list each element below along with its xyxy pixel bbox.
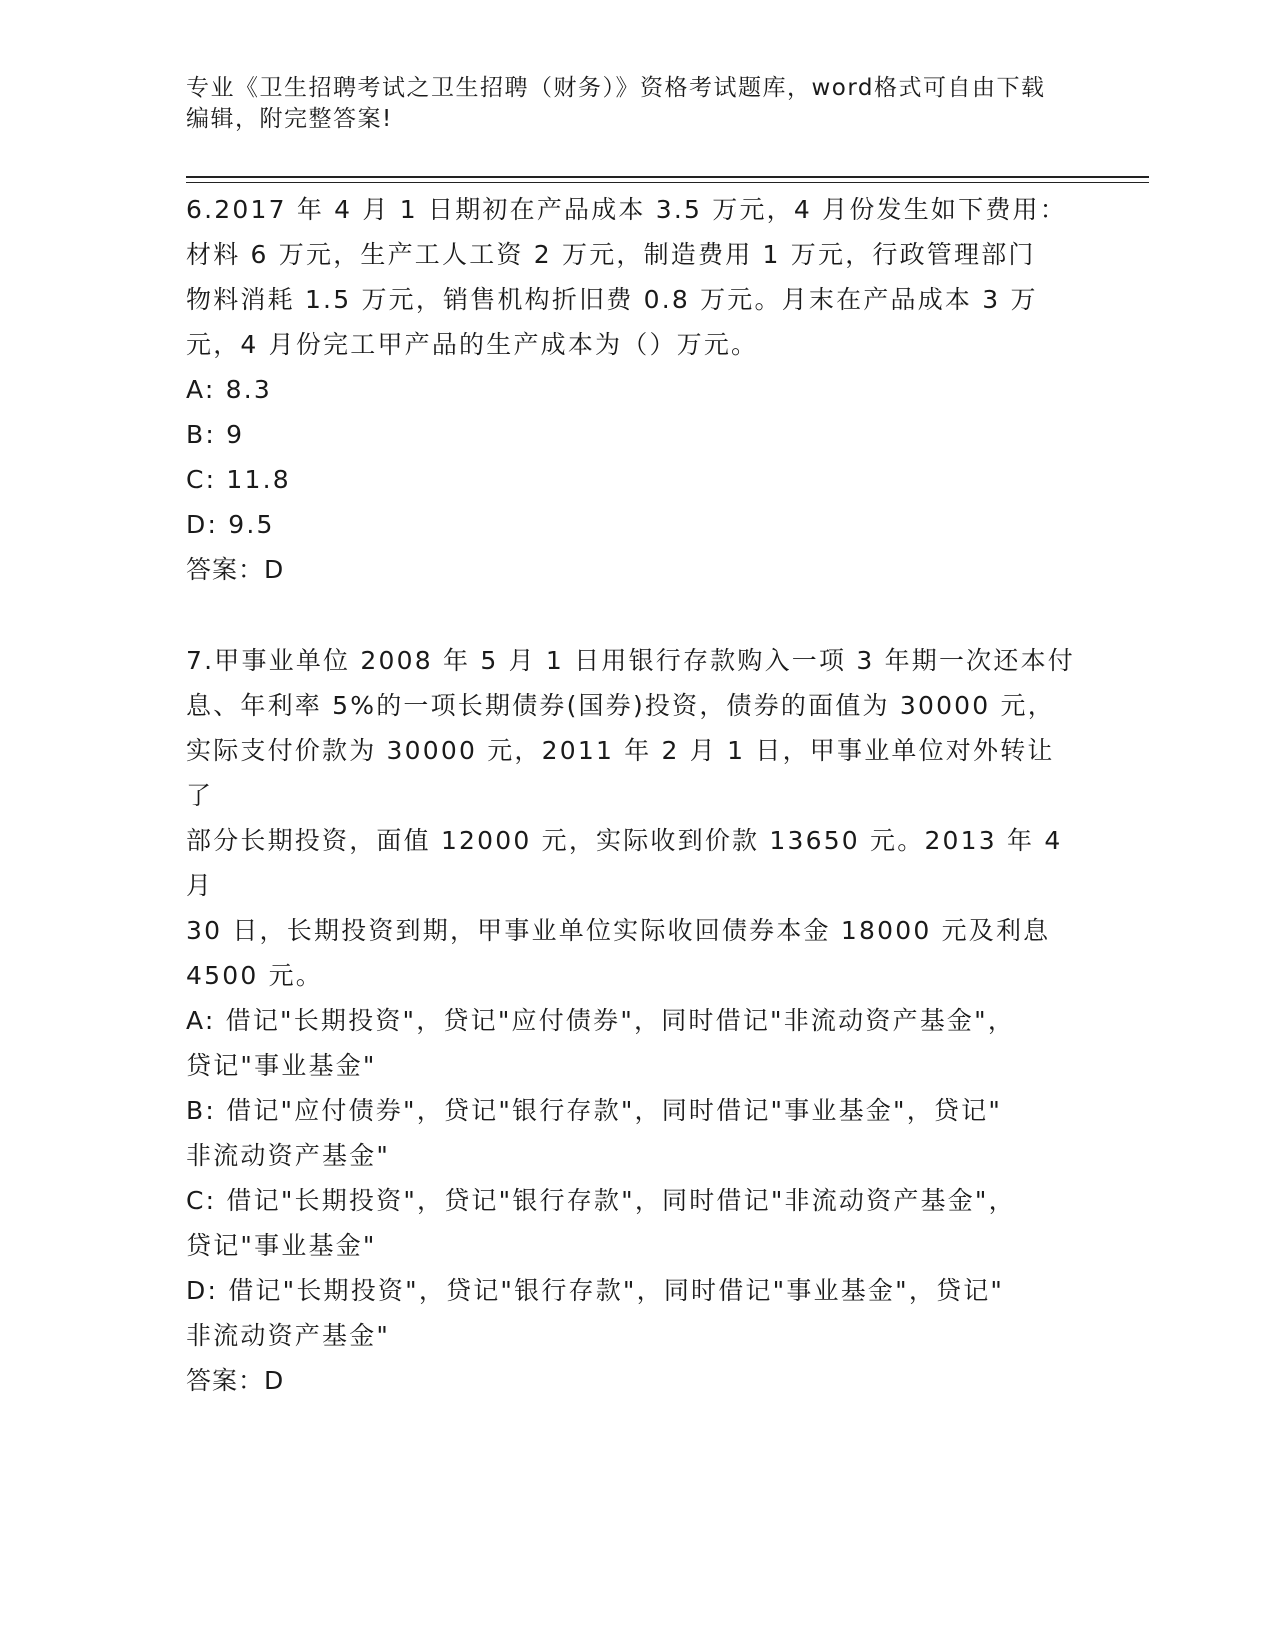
option-d-line-1: D: 借记"长期投资"，贷记"银行存款"，同时借记"事业基金"，贷记" — [186, 1276, 1005, 1305]
option-b-line-1: B: 借记"应付债券"，贷记"银行存款"，同时借记"事业基金"，贷记" — [186, 1096, 1003, 1125]
question-line: 7.甲事业单位 2008 年 5 月 1 日用银行存款购入一项 3 年期一次还本付 — [186, 646, 1075, 675]
question-line: 元，4 月份完工甲产品的生产成本为（）万元。 — [186, 330, 759, 359]
question-7-answer: 答案：D — [186, 1366, 285, 1395]
option-d: D: 9.5 — [186, 510, 275, 539]
question-spacer — [186, 592, 1076, 638]
question-line: 部分长期投资，面值 12000 元，实际收到价款 13650 元。2013 年 4 月 — [186, 826, 1063, 900]
question-6-stem — [186, 187, 1076, 367]
option-c: C: 11.8 — [186, 465, 291, 494]
question-6-answer: 答案：D — [186, 555, 285, 584]
question-6-options — [186, 367, 1076, 547]
question-line: 息、年利率 5%的一项长期债券(国券)投资，债券的面值为 30000 元， — [186, 691, 1055, 720]
option-a-line-2: 贷记"事业基金" — [186, 1051, 377, 1080]
header-line-1: 专业《卫生招聘考试之卫生招聘（财务）》资格考试题库，word格式可自由下载 — [186, 75, 1046, 101]
option-d-line-2: 非流动资产基金" — [186, 1321, 391, 1350]
header-divider-thin — [186, 182, 1149, 183]
question-6 — [186, 187, 1076, 592]
option-c-line-1: C: 借记"长期投资"，贷记"银行存款"，同时借记"非流动资产基金"， — [186, 1186, 1016, 1215]
question-line: 实际支付价款为 30000 元，2011 年 2 月 1 日，甲事业单位对外转让了 — [186, 736, 1055, 810]
header-line-2: 编辑，附完整答案! — [186, 106, 393, 132]
question-line: 30 日，长期投资到期，甲事业单位实际收回债券本金 18000 元及利息 — [186, 916, 1051, 945]
header-divider-thick — [186, 176, 1149, 178]
question-line: 4500 元。 — [186, 961, 323, 990]
question-line: 物料消耗 1.5 万元，销售机构折旧费 0.8 万元。月末在产品成本 3 万 — [186, 285, 1038, 314]
question-7-options — [186, 998, 1076, 1358]
option-a: A: 8.3 — [186, 375, 272, 404]
option-c-line-2: 贷记"事业基金" — [186, 1231, 377, 1260]
option-a-line-1: A: 借记"长期投资"，贷记"应付债券"，同时借记"非流动资产基金"， — [186, 1006, 1016, 1035]
option-b-line-2: 非流动资产基金" — [186, 1141, 391, 1170]
question-list — [186, 187, 1076, 1403]
question-7 — [186, 638, 1076, 1403]
question-line: 材料 6 万元，生产工人工资 2 万元，制造费用 1 万元，行政管理部门 — [186, 240, 1036, 269]
question-line: 6.2017 年 4 月 1 日期初在产品成本 3.5 万元，4 月份发生如下费用： — [186, 195, 1067, 224]
question-7-stem — [186, 638, 1076, 998]
option-b: B: 9 — [186, 420, 245, 449]
document-header — [186, 73, 1086, 135]
